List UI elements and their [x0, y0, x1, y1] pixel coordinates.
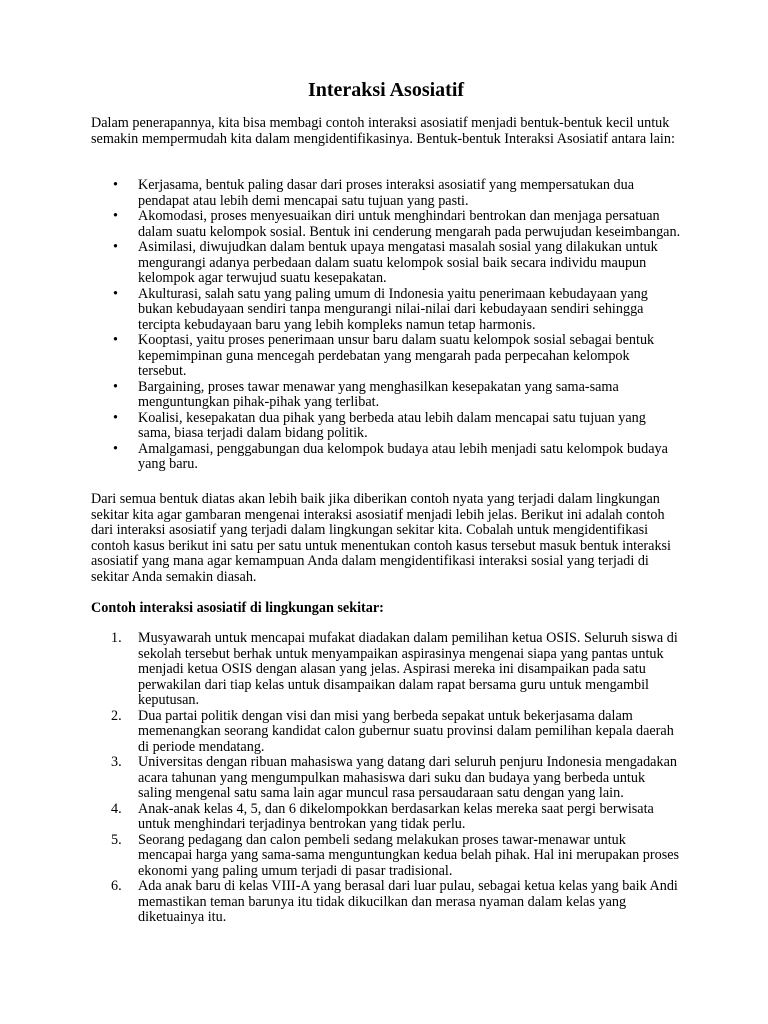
list-number: 4. — [111, 800, 122, 817]
list-item-text: Ada anak baru di kelas VIII-A yang berasal dari luar pulau, sebagai ketua kelas yang baik Andi memastikan teman barunya itu tidak dikucilkan dan merasa nyaman dalam kelas yang diketuainya itu. — [138, 878, 678, 925]
bullet-icon: • — [113, 177, 118, 193]
list-item-text: Koalisi, kesepakatan dua pihak yang berbeda atau lebih dalam mencapai satu tujuan yang sama, biasa terjadi dalam bidang politik. — [138, 409, 646, 441]
list-item-text: Anak-anak kelas 4, 5, dan 6 dikelompokkan berdasarkan kelas mereka saat pergi berwisata untuk menghindari terjadinya bentrokan yang tidak perlu. — [138, 800, 654, 832]
list-item — [91, 333, 681, 380]
list-item — [91, 631, 681, 709]
list-item-text: Seorang pedagang dan calon pembeli sedang melakukan proses tawar-menawar untuk mencapai harga yang sama-sama menguntungkan kedua belah pihak. Hal ini merupakan proses ekonomi yang paling umum terjadi di pasar tradisional. — [138, 831, 680, 879]
list-item — [91, 879, 681, 926]
bullet-icon: • — [113, 440, 118, 457]
examples-intro-paragraph: Dari semua bentuk diatas akan lebih baik jika diberikan contoh nyata yang terjadi dalam lingkungan sekitar kita agar gambaran mengenai interaksi asosiatif menjadi lebih jelas. Berikut ini adalah contoh dari interaksi asosiatif yang terjadi dalam lingkungan sekitar kita. Cobalah untuk mengidentifikasi contoh kasus berikut ini satu per satu untuk menentukan contoh kasus tersebut masuk bentuk interaksi asosiatif yang mana agar kemampuan Anda dalam mengidentifikasi interaksi sosial yang terjadi di sekitar Anda semakin diasah. — [91, 491, 671, 585]
list-item — [91, 802, 681, 833]
examples-heading: Contoh interaksi asosiatif di lingkungan sekitar: — [91, 600, 384, 616]
bullet-icon: • — [113, 239, 118, 255]
list-item-text: Dua partai politik dengan visi dan misi yang berbeda sepakat untuk bekerjasama dalam memenangkan seorang kandidat calon gubernur suatu provinsi dalam pemilihan kepala daerah di periode mendatang. — [138, 707, 674, 755]
list-item-text: Kerjasama, bentuk paling dasar dari proses interaksi asosiatif yang mempersatukan dua pendapat atau lebih demi mencapai satu tujuan yang pasti. — [138, 177, 635, 209]
list-item — [91, 411, 681, 442]
list-number: 3. — [111, 754, 122, 770]
bullet-icon: • — [113, 378, 118, 395]
list-number: 6. — [111, 878, 122, 894]
asosiatif-forms-list — [91, 178, 681, 473]
list-item — [91, 178, 681, 209]
bullet-icon: • — [113, 332, 118, 348]
list-item-text: Asimilasi, diwujudkan dalam bentuk upaya mengatasi masalah sosial yang dilakukan untuk mengurangi adanya perbedaan dalam suatu kelompok sosial baik secara individu maupun kelompok agar terwujud suatu kesepakatan. — [138, 239, 658, 286]
list-item-text: Musyawarah untuk mencapai mufakat diadakan dalam pemilihan ketua OSIS. Seluruh siswa di sekolah tersebut berhak untuk menyampaikan aspirasinya mengenai siapa yang pantas untuk menjadi ketua OSIS dengan alasan yang jelas. Aspirasi mereka ini disampaikan pada satu perwakilan dari tiap kelas untuk disampaikan dalam rapat bersama guru untuk mengambil keputusan. — [138, 630, 678, 708]
list-item — [91, 755, 681, 802]
list-item-text: Akulturasi, salah satu yang paling umum di Indonesia yaitu penerimaan kebudayaan yang bukan kebudayaan sendiri tanpa mengurangi nilai-nilai dari kebudayaan sendiri sehingga tercipta kebudayaan baru yang lebih kompleks namun tetap harmonis. — [138, 285, 648, 333]
document-title: Interaksi Asosiatif — [307, 79, 465, 101]
list-number: 2. — [111, 707, 122, 724]
list-item — [91, 380, 681, 411]
bullet-icon: • — [113, 208, 118, 224]
list-item — [91, 209, 681, 240]
list-item-text: Akomodasi, proses menyesuaikan diri untuk menghindari bentrokan dan menjaga persatuan dalam suatu kelompok sosial. Bentuk ini cenderung mengarah pada perwujudan keseimbangan. — [138, 208, 681, 240]
list-item — [91, 833, 681, 880]
list-item-text: Amalgamasi, penggabungan dua kelompok budaya atau lebih menjadi satu kelompok budaya yang baru. — [138, 440, 668, 472]
list-number: 1. — [111, 630, 122, 646]
bullet-icon: • — [113, 285, 118, 302]
list-item — [91, 442, 681, 473]
list-item — [91, 709, 681, 756]
list-item-text: Bargaining, proses tawar menawar yang menghasilkan kesepakatan yang sama-sama menguntungkan pihak-pihak yang terlibat. — [138, 378, 619, 410]
examples-list — [91, 631, 681, 926]
bullet-icon: • — [113, 409, 118, 426]
list-item-text: Kooptasi, yaitu proses penerimaan unsur baru dalam suatu kelompok sosial sebagai bentuk kepemimpinan guna mencegah perdebatan yang mengarah pada perpecahan kelompok tersebut. — [138, 332, 655, 379]
list-item — [91, 287, 681, 334]
list-number: 5. — [111, 831, 122, 848]
intro-paragraph: Dalam penerapannya, kita bisa membagi contoh interaksi asosiatif menjadi bentuk-bentuk kecil untuk semakin mempermudah kita dalam mengidentifikasinya. Bentuk-bentuk Interaksi Asosiatif antara lain: — [91, 115, 675, 147]
list-item — [91, 240, 681, 287]
list-item-text: Universitas dengan ribuan mahasiswa yang datang dari seluruh penjuru Indonesia mengadakan acara tahunan yang mengumpulkan mahasiswa dari suku dan budaya yang berbeda untuk saling mengenal satu sama lain agar muncul rasa persaudaraan satu dengan yang lain. — [138, 754, 677, 801]
